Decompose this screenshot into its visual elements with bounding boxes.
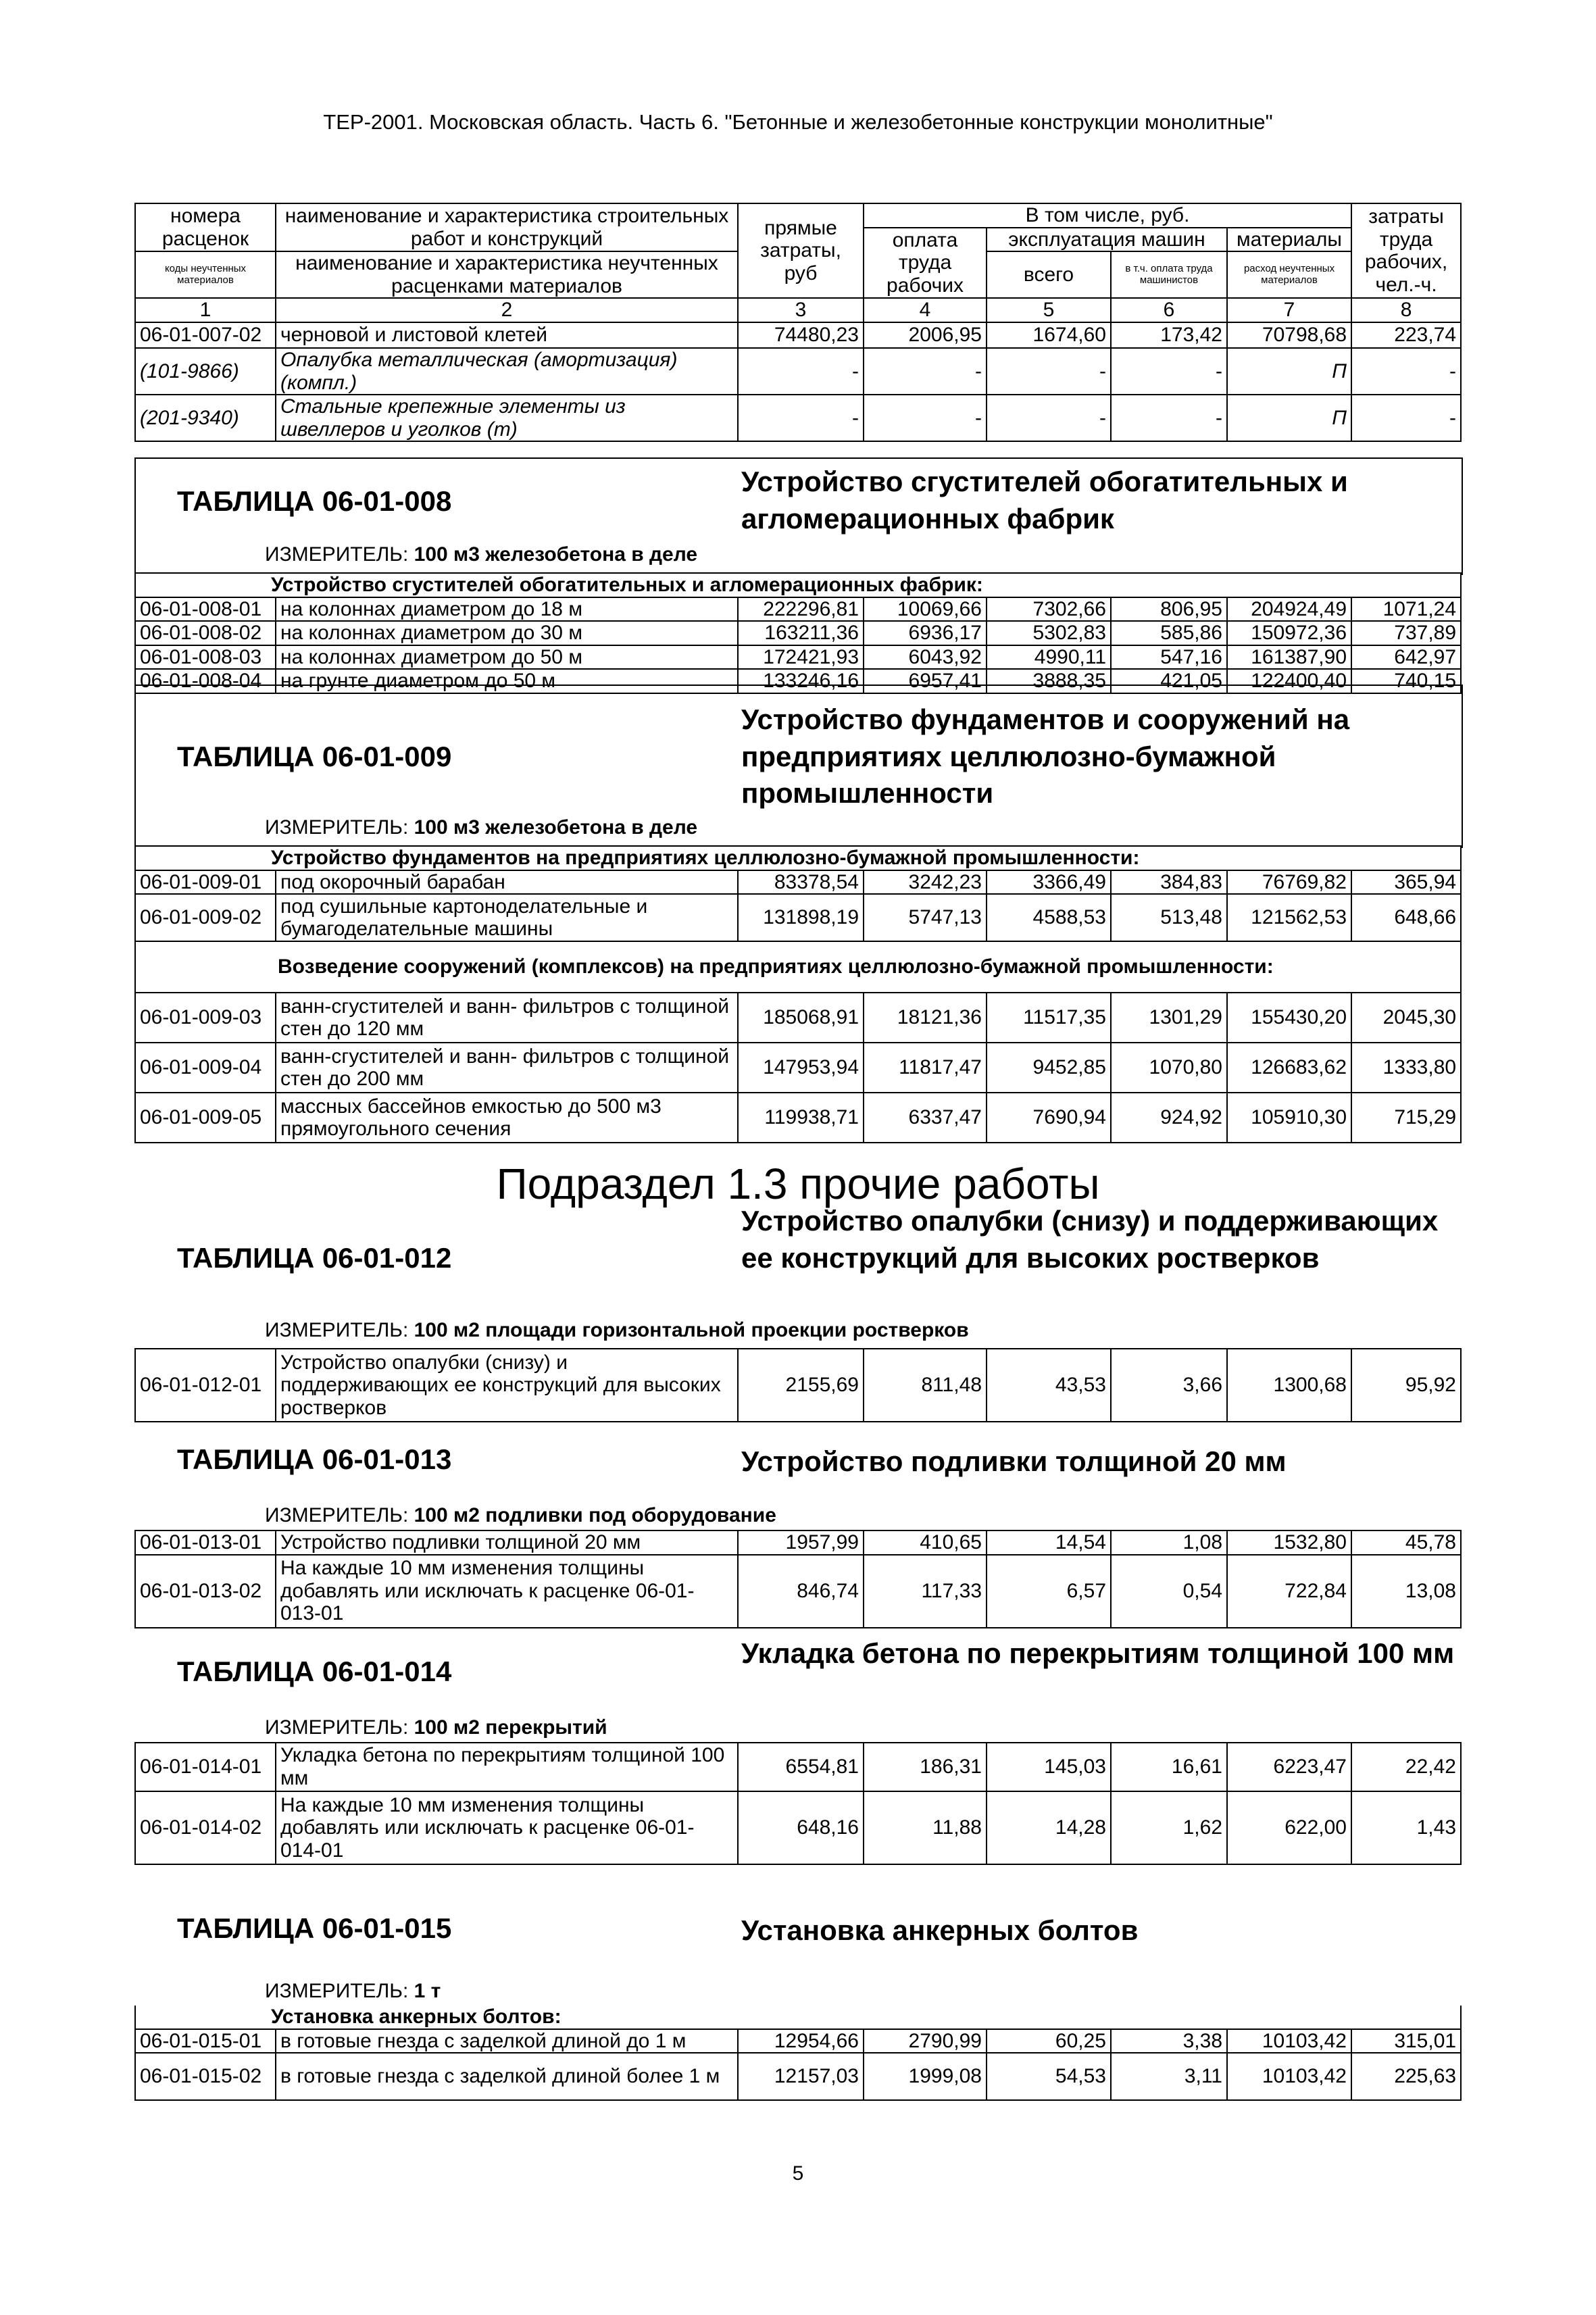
wages: 3242,23 (864, 870, 987, 895)
direct-costs: 147953,94 (738, 1043, 864, 1093)
machines-total: 4990,11 (987, 645, 1111, 670)
materials: 722,84 (1227, 1555, 1351, 1628)
table-title: ТАБЛИЦА 06-01-015 (177, 1912, 452, 1944)
table-06-01-015 (134, 2006, 1462, 2101)
section-header: Устройство сгустителей обогатительных и агломерационных фабрик: (135, 573, 1461, 597)
table-row (135, 1043, 1461, 1093)
direct-costs: 163211,36 (738, 621, 864, 645)
col-header-machines-total: всего (987, 251, 1111, 298)
table-meter: ИЗМЕРИТЕЛЬ: 100 м2 перекрытий (265, 1716, 607, 1739)
machines-total: 14,28 (987, 1791, 1111, 1864)
table-title: ТАБЛИЦА 06-01-013 (177, 1443, 452, 1475)
col-header-unaccounted-materials: наименование и характеристика неучтенных расценками материалов (276, 251, 738, 298)
machines-total: 60,25 (987, 2029, 1111, 2053)
materials: 70798,68 (1227, 322, 1351, 348)
wages: 117,33 (864, 1555, 987, 1628)
col-header-material-consumption: расход неучтенных материалов (1227, 251, 1351, 298)
operator-wages: 1301,29 (1111, 993, 1227, 1043)
rate-name: На каждые 10 мм изменения толщины добавлять или исключать к расценке 06-01-014-01 (276, 1791, 738, 1864)
table-06-01-013 (134, 1530, 1462, 1628)
wages: 811,48 (864, 1349, 987, 1422)
direct-costs: 185068,91 (738, 993, 864, 1043)
materials: 161387,90 (1227, 645, 1351, 670)
table-06-01-012 (134, 1348, 1462, 1422)
labor-hours: 1,43 (1351, 1791, 1461, 1864)
machines-total: 145,03 (987, 1743, 1111, 1791)
rate-name: массных бассейнов емкостью до 500 м3 прямоугольного сечения (276, 1093, 738, 1143)
table-row (135, 1530, 1461, 1555)
wages: 6957,41 (864, 669, 987, 693)
rate-name: в готовые гнезда с заделкой длиной более 1 м (276, 2053, 738, 2100)
table-06-01-009 (134, 845, 1462, 1143)
rate-code: 06-01-014-02 (135, 1791, 276, 1864)
wages: 6043,92 (864, 645, 987, 670)
labor-hours: 648,66 (1351, 894, 1461, 941)
rate-name: в готовые гнезда с заделкой длиной до 1 м (276, 2029, 738, 2053)
wages: 410,65 (864, 1530, 987, 1555)
table-row (135, 621, 1461, 645)
operator-wages: - (1111, 395, 1227, 441)
labor-hours: 740,15 (1351, 669, 1461, 693)
materials: 122400,40 (1227, 669, 1351, 693)
materials: 622,00 (1227, 1791, 1351, 1864)
page-header: ТЕР-2001. Московская область. Часть 6. "Бетонные и железобетонные конструкции монолитные" (323, 110, 1273, 134)
table-meter: ИЗМЕРИТЕЛЬ: 1 т (265, 1980, 441, 2002)
direct-costs: - (738, 348, 864, 395)
machines-total: 7302,66 (987, 597, 1111, 622)
operator-wages: 1,08 (1111, 1530, 1227, 1555)
table-meter: ИЗМЕРИТЕЛЬ: 100 м2 подливки под оборудование (265, 1504, 776, 1526)
col-header-direct-costs: прямые затраты, руб (738, 203, 864, 298)
rate-code: 06-01-014-01 (135, 1743, 276, 1791)
wages: - (864, 395, 987, 441)
col-number: 8 (1351, 298, 1461, 322)
table-row (135, 1093, 1461, 1143)
machines-total: - (987, 348, 1111, 395)
col-number: 1 (135, 298, 276, 322)
labor-hours: 45,78 (1351, 1530, 1461, 1555)
table-row (135, 1555, 1461, 1628)
rate-name: под окорочный барабан (276, 870, 738, 895)
labor-hours: 1071,24 (1351, 597, 1461, 622)
operator-wages: 1070,80 (1111, 1043, 1227, 1093)
labor-hours: 2045,30 (1351, 993, 1461, 1043)
col-number: 4 (864, 298, 987, 322)
direct-costs: 12954,66 (738, 2029, 864, 2053)
operator-wages: 547,16 (1111, 645, 1227, 670)
materials: 204924,49 (1227, 597, 1351, 622)
direct-costs: 222296,81 (738, 597, 864, 622)
table-title: ТАБЛИЦА 06-01-009 (177, 741, 452, 772)
table-06-01-014 (134, 1742, 1462, 1865)
direct-costs: 12157,03 (738, 2053, 864, 2100)
materials: 105910,30 (1227, 1093, 1351, 1143)
table-meter: ИЗМЕРИТЕЛЬ: 100 м2 площади горизонтальной проекции ростверков (265, 1319, 969, 1341)
materials: 121562,53 (1227, 894, 1351, 941)
labor-hours: 642,97 (1351, 645, 1461, 670)
rate-code: 06-01-009-04 (135, 1043, 276, 1093)
direct-costs: 2155,69 (738, 1349, 864, 1422)
operator-wages: 806,95 (1111, 597, 1227, 622)
rate-name: Устройство подливки толщиной 20 мм (276, 1530, 738, 1555)
table-row (135, 1349, 1461, 1422)
operator-wages: 3,66 (1111, 1349, 1227, 1422)
materials: 76769,82 (1227, 870, 1351, 895)
direct-costs: 133246,16 (738, 669, 864, 693)
rate-code: 06-01-008-01 (135, 597, 276, 622)
direct-costs: 1957,99 (738, 1530, 864, 1555)
operator-wages: 384,83 (1111, 870, 1227, 895)
wages: 11817,47 (864, 1043, 987, 1093)
table-subject: Устройство фундаментов и сооружений на предприятиях целлюлозно-бумажной промышленности (741, 703, 1350, 810)
labor-hours: 1333,80 (1351, 1043, 1461, 1093)
col-header-operator-wages: в т.ч. оплата труда машинистов (1111, 251, 1227, 298)
direct-costs: 172421,93 (738, 645, 864, 670)
rate-name: на колоннах диаметром до 30 м (276, 621, 738, 645)
section-header: Возведение сооружений (комплексов) на предприятиях целлюлозно-бумажной промышленности: (135, 941, 1461, 993)
operator-wages: 3,11 (1111, 2053, 1227, 2100)
operator-wages: 924,92 (1111, 1093, 1227, 1143)
table-row (135, 395, 1461, 441)
material-code: (101-9866) (135, 348, 276, 395)
table-row (135, 870, 1461, 895)
rate-code: 06-01-015-01 (135, 2029, 276, 2053)
table-row (135, 1743, 1461, 1791)
direct-costs: - (738, 395, 864, 441)
material-name: Опалубка металлическая (амортизация) (компл.) (276, 348, 738, 395)
table-subject: Устройство опалубки (снизу) и поддерживающих ее конструкций для высоких ростверков (741, 1205, 1439, 1274)
table-meter: ИЗМЕРИТЕЛЬ: 100 м3 железобетона в деле (265, 816, 698, 839)
rate-name: ванн-сгустителей и ванн- фильтров с толщиной стен до 120 мм (276, 993, 738, 1043)
material-code: (201-9340) (135, 395, 276, 441)
rate-name: под сушильные картоноделательные и бумагоделательные машины (276, 894, 738, 941)
direct-costs: 846,74 (738, 1555, 864, 1628)
col-header-wages: оплата труда рабочих (864, 228, 987, 299)
materials: 150972,36 (1227, 621, 1351, 645)
table-title: ТАБЛИЦА 06-01-014 (177, 1656, 452, 1687)
machines-total: 9452,85 (987, 1043, 1111, 1093)
table-row (135, 993, 1461, 1043)
machines-total: 3366,49 (987, 870, 1111, 895)
direct-costs: 648,16 (738, 1791, 864, 1864)
col-header-labor: затраты труда рабочих, чел.-ч. (1351, 203, 1461, 298)
table-meter: ИЗМЕРИТЕЛЬ: 100 м3 железобетона в деле (265, 543, 698, 566)
materials: П (1227, 348, 1351, 395)
operator-wages: 1,62 (1111, 1791, 1227, 1864)
wages: 186,31 (864, 1743, 987, 1791)
materials: 10103,42 (1227, 2029, 1351, 2053)
machines-total: 6,57 (987, 1555, 1111, 1628)
operator-wages: 173,42 (1111, 322, 1227, 348)
labor-hours: 95,92 (1351, 1349, 1461, 1422)
table-row (135, 2029, 1461, 2053)
rate-code: 06-01-008-03 (135, 645, 276, 670)
rate-name: На каждые 10 мм изменения толщины добавлять или исключать к расценке 06-01-013-01 (276, 1555, 738, 1628)
table-subject: Устройство сгустителей обогатительных и агломерационных фабрик (741, 466, 1348, 534)
rate-code: 06-01-012-01 (135, 1349, 276, 1422)
table-row (135, 322, 1461, 348)
wages: 5747,13 (864, 894, 987, 941)
wages: 1999,08 (864, 2053, 987, 2100)
material-name: Стальные крепежные элементы из швеллеров и уголков (т) (276, 395, 738, 441)
rate-code: 06-01-008-04 (135, 669, 276, 693)
labor-hours: 365,94 (1351, 870, 1461, 895)
table-title: ТАБЛИЦА 06-01-012 (177, 1242, 452, 1274)
col-header-material-codes: коды неучтенных материалов (135, 251, 276, 298)
rate-name: ванн-сгустителей и ванн- фильтров с толщиной стен до 200 мм (276, 1043, 738, 1093)
machines-total: 11517,35 (987, 993, 1111, 1043)
machines-total: 3888,35 (987, 669, 1111, 693)
machines-total: 54,53 (987, 2053, 1111, 2100)
operator-wages: 16,61 (1111, 1743, 1227, 1791)
direct-costs: 131898,19 (738, 894, 864, 941)
rate-code: 06-01-009-03 (135, 993, 276, 1043)
rate-code: 06-01-009-01 (135, 870, 276, 895)
wages: 2790,99 (864, 2029, 987, 2053)
rate-code: 06-01-007-02 (135, 322, 276, 348)
materials: П (1227, 395, 1351, 441)
col-number: 5 (987, 298, 1111, 322)
machines-total: 1674,60 (987, 322, 1111, 348)
col-header-name: наименование и характеристика строительных работ и конструкций (276, 203, 738, 251)
labor-hours: 225,63 (1351, 2053, 1461, 2100)
labor-hours: 737,89 (1351, 621, 1461, 645)
wages: 18121,36 (864, 993, 987, 1043)
materials: 1300,68 (1227, 1349, 1351, 1422)
rate-code: 06-01-008-02 (135, 621, 276, 645)
rate-name: на колоннах диаметром до 50 м (276, 645, 738, 670)
machines-total: 7690,94 (987, 1093, 1111, 1143)
rate-code: 06-01-009-02 (135, 894, 276, 941)
table-row (135, 894, 1461, 941)
table-row (135, 597, 1461, 622)
rate-name: на колоннах диаметром до 18 м (276, 597, 738, 622)
wages: 10069,66 (864, 597, 987, 622)
direct-costs: 6554,81 (738, 1743, 864, 1791)
labor-hours: - (1351, 348, 1461, 395)
subsection-title: Подраздел 1.3 прочие работы (496, 1160, 1100, 1208)
labor-hours: 22,42 (1351, 1743, 1461, 1791)
machines-total: 4588,53 (987, 894, 1111, 941)
table-row (135, 2053, 1461, 2100)
rate-name: черновой и листовой клетей (276, 322, 738, 348)
col-number: 3 (738, 298, 864, 322)
rate-name: на грунте диаметром до 50 м (276, 669, 738, 693)
operator-wages: 3,38 (1111, 2029, 1227, 2053)
table-row (135, 645, 1461, 670)
rate-name: Устройство опалубки (снизу) и поддерживающих ее конструкций для высоких ростверков (276, 1349, 738, 1422)
table-row (135, 1791, 1461, 1864)
labor-hours: 223,74 (1351, 322, 1461, 348)
col-header-materials: материалы (1227, 228, 1351, 252)
materials: 126683,62 (1227, 1043, 1351, 1093)
wages: 6936,17 (864, 621, 987, 645)
table-subject: Установка анкерных болтов (741, 1914, 1139, 1946)
labor-hours: 315,01 (1351, 2029, 1461, 2053)
section-header: Устройство фундаментов на предприятиях целлюлозно-бумажной промышленности: (135, 846, 1461, 870)
rate-code: 06-01-009-05 (135, 1093, 276, 1143)
wages: - (864, 348, 987, 395)
direct-costs: 119938,71 (738, 1093, 864, 1143)
page-number: 5 (792, 2162, 804, 2185)
wages: 11,88 (864, 1791, 987, 1864)
operator-wages: 585,86 (1111, 621, 1227, 645)
wages: 6337,47 (864, 1093, 987, 1143)
direct-costs: 83378,54 (738, 870, 864, 895)
col-header-code: номера расценок (135, 203, 276, 251)
header-table (134, 203, 1462, 442)
rate-code: 06-01-015-02 (135, 2053, 276, 2100)
operator-wages: - (1111, 348, 1227, 395)
table-row (135, 348, 1461, 395)
col-number: 6 (1111, 298, 1227, 322)
col-number: 2 (276, 298, 738, 322)
wages: 2006,95 (864, 322, 987, 348)
materials: 155430,20 (1227, 993, 1351, 1043)
machines-total: 14,54 (987, 1530, 1111, 1555)
rate-code: 06-01-013-02 (135, 1555, 276, 1628)
rate-name: Укладка бетона по перекрытиям толщиной 100 мм (276, 1743, 738, 1791)
table-06-01-008 (134, 572, 1462, 694)
operator-wages: 421,05 (1111, 669, 1227, 693)
rate-code: 06-01-013-01 (135, 1530, 276, 1555)
labor-hours: - (1351, 395, 1461, 441)
col-header-machines: эксплуатация машин (987, 228, 1227, 252)
machines-total: - (987, 395, 1111, 441)
col-number: 7 (1227, 298, 1351, 322)
machines-total: 5302,83 (987, 621, 1111, 645)
labor-hours: 715,29 (1351, 1093, 1461, 1143)
materials: 6223,47 (1227, 1743, 1351, 1791)
labor-hours: 13,08 (1351, 1555, 1461, 1628)
operator-wages: 513,48 (1111, 894, 1227, 941)
machines-total: 43,53 (987, 1349, 1111, 1422)
direct-costs: 74480,23 (738, 322, 864, 348)
section-header: Установка анкерных болтов: (135, 2006, 1461, 2029)
col-header-group: В том числе, руб. (864, 203, 1351, 228)
table-subject: Устройство подливки толщиной 20 мм (741, 1445, 1287, 1477)
materials: 1532,80 (1227, 1530, 1351, 1555)
table-subject: Укладка бетона по перекрытиям толщиной 100 мм (741, 1637, 1455, 1669)
materials: 10103,42 (1227, 2053, 1351, 2100)
operator-wages: 0,54 (1111, 1555, 1227, 1628)
table-title: ТАБЛИЦА 06-01-008 (177, 485, 452, 517)
